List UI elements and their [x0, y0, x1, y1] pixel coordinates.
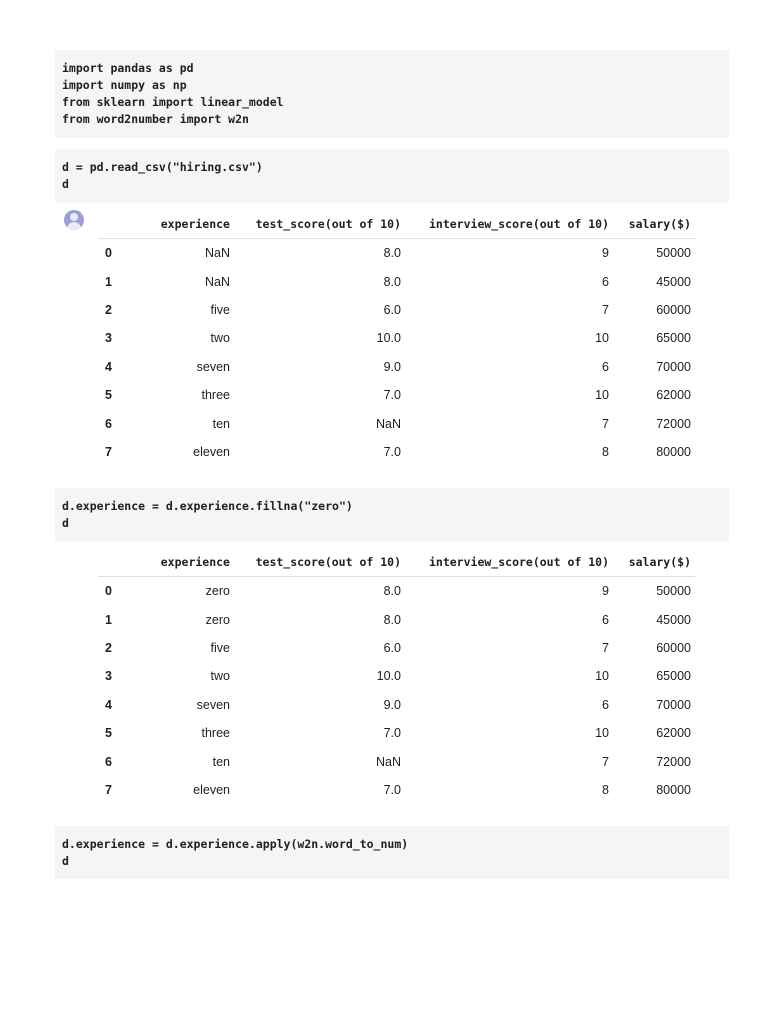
code-line: import numpy as np	[62, 78, 187, 92]
cell-test-score: 8.0	[383, 274, 401, 289]
column-header: salary($)	[613, 548, 695, 577]
cell-salary: 72000	[656, 416, 691, 431]
code-cell-word-to-num[interactable]	[55, 826, 729, 879]
row-index: 1	[105, 274, 112, 289]
cell-experience: seven	[196, 697, 230, 712]
cell-test-score: 8.0	[383, 246, 401, 261]
cell-test-score: 6.0	[383, 302, 401, 317]
cell-experience: ten	[212, 754, 230, 769]
cell-salary: 65000	[656, 669, 691, 684]
code-line: d	[62, 854, 69, 868]
cell-salary: 70000	[656, 359, 691, 374]
cell-test-score: 6.0	[383, 640, 401, 655]
dataframe-table	[98, 548, 695, 804]
index-header	[98, 210, 129, 239]
cell-interview-score: 7	[602, 416, 609, 431]
cell-test-score: 7.0	[383, 726, 401, 741]
table-row	[98, 239, 695, 268]
table-row	[98, 267, 695, 295]
row-index: 2	[105, 640, 112, 655]
cell-interview-score: 8	[602, 444, 609, 459]
cell-salary: 62000	[656, 388, 691, 403]
row-index: 0	[105, 246, 112, 261]
table-row	[98, 634, 695, 662]
cell-experience: ten	[212, 416, 230, 431]
cell-experience: eleven	[193, 444, 230, 459]
cell-salary: 50000	[656, 246, 691, 261]
cell-experience: five	[210, 640, 230, 655]
cell-interview-score: 10	[595, 726, 609, 741]
cell-test-score: 7.0	[383, 444, 401, 459]
cell-interview-score: 6	[602, 612, 609, 627]
table-header-row	[98, 548, 695, 577]
cell-experience: NaN	[204, 274, 230, 289]
cell-test-score: 9.0	[383, 697, 401, 712]
row-index: 7	[105, 444, 112, 459]
code-line: d.experience = d.experience.apply(w2n.word_to_num)	[62, 837, 409, 851]
cell-interview-score: 9	[602, 246, 609, 261]
cell-experience: zero	[205, 612, 230, 627]
cell-output-fillna	[55, 548, 729, 808]
code-line: from word2number import w2n	[62, 112, 249, 126]
code-line: d = pd.read_csv("hiring.csv")	[62, 160, 263, 174]
cell-experience: zero	[205, 584, 230, 599]
table-row	[98, 719, 695, 747]
table-row	[98, 747, 695, 775]
cell-experience: five	[210, 302, 230, 317]
cell-interview-score: 6	[602, 274, 609, 289]
table-row	[98, 324, 695, 352]
row-index: 6	[105, 416, 112, 431]
code-line: import pandas as pd	[62, 61, 194, 75]
cell-salary: 60000	[656, 302, 691, 317]
cell-experience: three	[201, 388, 230, 403]
cell-salary: 60000	[656, 640, 691, 655]
code-cell-read-csv[interactable]	[55, 149, 729, 203]
cell-test-score: 8.0	[383, 584, 401, 599]
code-cell-imports[interactable]	[55, 50, 729, 138]
index-header	[98, 548, 129, 577]
cell-salary: 80000	[656, 444, 691, 459]
code-line: d	[62, 177, 69, 191]
cell-salary: 45000	[656, 612, 691, 627]
row-index: 1	[105, 612, 112, 627]
row-index: 6	[105, 754, 112, 769]
cell-test-score: NaN	[375, 754, 401, 769]
cell-experience: two	[210, 331, 230, 346]
column-header: salary($)	[613, 210, 695, 239]
cell-interview-score: 10	[595, 331, 609, 346]
column-header: interview_score(out of 10)	[405, 548, 613, 577]
table-row	[98, 353, 695, 381]
cell-test-score: 7.0	[383, 388, 401, 403]
cell-test-score: 10.0	[376, 669, 401, 684]
column-header: experience	[129, 548, 234, 577]
row-index: 5	[105, 388, 112, 403]
cell-experience: seven	[196, 359, 230, 374]
column-header: test_score(out of 10)	[234, 548, 405, 577]
table-row	[98, 662, 695, 690]
cell-interview-score: 8	[602, 782, 609, 797]
code-line: d	[62, 516, 69, 530]
table-row	[98, 691, 695, 719]
code-line: from sklearn import linear_model	[62, 95, 284, 109]
cell-experience: NaN	[204, 246, 230, 261]
table-header-row	[98, 210, 695, 239]
cell-interview-score: 6	[602, 359, 609, 374]
row-index: 0	[105, 584, 112, 599]
table-row	[98, 438, 695, 466]
column-header: interview_score(out of 10)	[405, 210, 613, 239]
row-index: 4	[105, 697, 112, 712]
cell-salary: 65000	[656, 331, 691, 346]
table-row	[98, 296, 695, 324]
cell-interview-score: 9	[602, 584, 609, 599]
cell-experience: eleven	[193, 782, 230, 797]
code-line: d.experience = d.experience.fillna("zero")	[62, 499, 353, 513]
cell-output-read-csv	[55, 210, 729, 470]
column-header: experience	[129, 210, 234, 239]
dataframe-table	[98, 210, 695, 466]
table-row	[98, 577, 695, 606]
cell-salary: 70000	[656, 697, 691, 712]
cell-interview-score: 6	[602, 697, 609, 712]
user-avatar-icon[interactable]	[64, 210, 84, 230]
table-row	[98, 409, 695, 437]
cell-experience: two	[210, 669, 230, 684]
cell-salary: 62000	[656, 726, 691, 741]
table-row	[98, 381, 695, 409]
cell-test-score: 7.0	[383, 782, 401, 797]
row-index: 5	[105, 726, 112, 741]
cell-interview-score: 7	[602, 640, 609, 655]
cell-salary: 72000	[656, 754, 691, 769]
cell-salary: 50000	[656, 584, 691, 599]
cell-test-score: 10.0	[376, 331, 401, 346]
cell-test-score: 9.0	[383, 359, 401, 374]
row-index: 3	[105, 331, 112, 346]
cell-test-score: 8.0	[383, 612, 401, 627]
row-index: 2	[105, 302, 112, 317]
cell-interview-score: 10	[595, 669, 609, 684]
column-header: test_score(out of 10)	[234, 210, 405, 239]
table-row	[98, 776, 695, 804]
table-row	[98, 605, 695, 633]
cell-salary: 45000	[656, 274, 691, 289]
code-cell-fillna[interactable]	[55, 488, 729, 541]
row-index: 4	[105, 359, 112, 374]
row-index: 3	[105, 669, 112, 684]
cell-interview-score: 7	[602, 302, 609, 317]
cell-interview-score: 10	[595, 388, 609, 403]
cell-experience: three	[201, 726, 230, 741]
cell-salary: 80000	[656, 782, 691, 797]
cell-test-score: NaN	[375, 416, 401, 431]
row-index: 7	[105, 782, 112, 797]
cell-interview-score: 7	[602, 754, 609, 769]
